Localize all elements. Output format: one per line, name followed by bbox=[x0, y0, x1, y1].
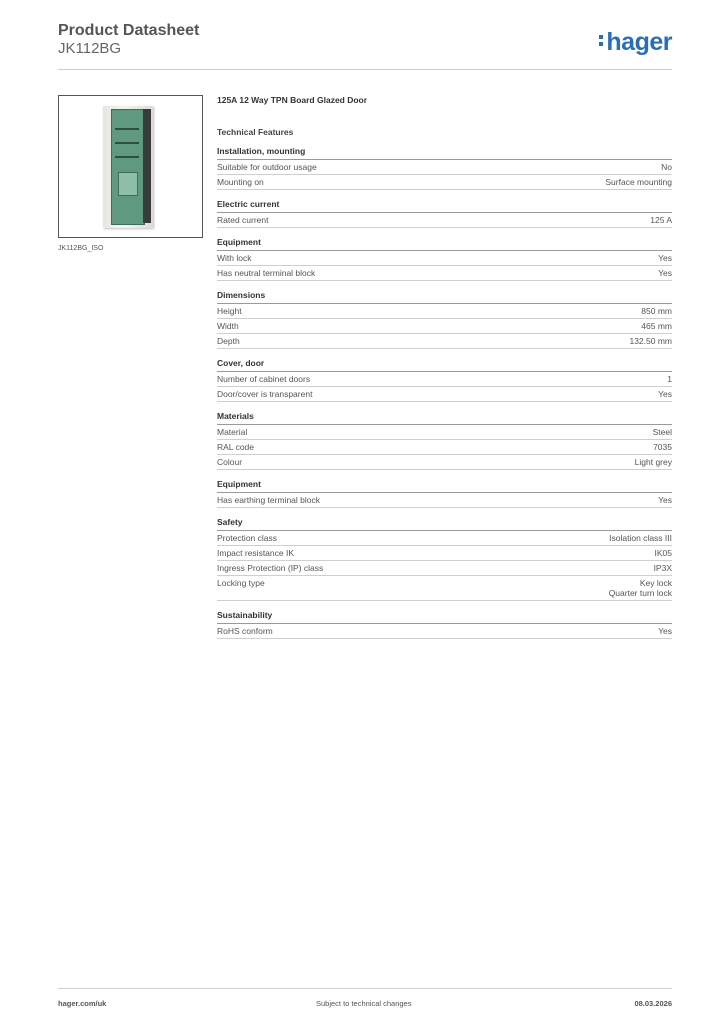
page-footer bbox=[58, 988, 672, 1009]
spec-row bbox=[217, 251, 672, 266]
spec-value-text: Yes bbox=[658, 495, 672, 505]
image-caption: JK112BG_ISO bbox=[58, 245, 104, 252]
spec-label: Protection class bbox=[217, 533, 277, 543]
spec-label: Material bbox=[217, 427, 248, 437]
spec-group bbox=[217, 610, 672, 639]
page-header bbox=[58, 20, 672, 70]
spec-value bbox=[658, 253, 672, 263]
spec-group bbox=[217, 290, 672, 349]
footer-date: 08.03.2026 bbox=[634, 999, 672, 1008]
spec-group-title: Materials bbox=[217, 411, 672, 425]
spec-row bbox=[217, 576, 672, 601]
spec-label: RoHS conform bbox=[217, 626, 273, 636]
spec-value bbox=[658, 626, 672, 636]
spec-label: Has neutral terminal block bbox=[217, 268, 316, 278]
spec-row bbox=[217, 266, 672, 281]
spec-label: Height bbox=[217, 306, 242, 316]
spec-label: Locking type bbox=[217, 578, 265, 588]
spec-row bbox=[217, 440, 672, 455]
spec-group-title: Dimensions bbox=[217, 290, 672, 304]
spec-value-text: 125 A bbox=[650, 215, 672, 225]
spec-row bbox=[217, 624, 672, 639]
spec-label: Colour bbox=[217, 457, 243, 467]
spec-label: Ingress Protection (IP) class bbox=[217, 563, 324, 573]
spec-value-text: Isolation class III bbox=[609, 533, 672, 543]
spec-group-title: Equipment bbox=[217, 479, 672, 493]
spec-group-title: Sustainability bbox=[217, 610, 672, 624]
spec-value bbox=[667, 374, 672, 384]
spec-row bbox=[217, 160, 672, 175]
spec-value-text: Surface mounting bbox=[605, 177, 672, 187]
spec-value-text: Key lock bbox=[639, 578, 672, 588]
document-title: Product Datasheet bbox=[58, 22, 200, 39]
spec-row bbox=[217, 372, 672, 387]
spec-sheet bbox=[217, 95, 672, 639]
footer-note: Subject to technical changes bbox=[316, 999, 412, 1008]
spec-label: Mounting on bbox=[217, 177, 264, 187]
logo-text: hager bbox=[606, 28, 672, 56]
spec-row bbox=[217, 213, 672, 228]
spec-label: Suitable for outdoor usage bbox=[217, 162, 317, 172]
spec-row bbox=[217, 425, 672, 440]
spec-group bbox=[217, 479, 672, 508]
logo-dots-icon bbox=[599, 32, 605, 49]
spec-row bbox=[217, 455, 672, 470]
spec-value-text-2: Quarter turn lock bbox=[608, 588, 672, 598]
spec-value-text: Yes bbox=[658, 389, 672, 399]
spec-value-text: Yes bbox=[658, 253, 672, 263]
spec-row bbox=[217, 546, 672, 561]
hager-logo bbox=[599, 28, 672, 56]
spec-label: Has earthing terminal block bbox=[217, 495, 320, 505]
spec-value-text: IK05 bbox=[654, 548, 672, 558]
product-image bbox=[58, 95, 203, 238]
spec-value-text: Light grey bbox=[634, 457, 672, 467]
spec-label: RAL code bbox=[217, 442, 255, 452]
spec-value-text: 1 bbox=[667, 374, 672, 384]
spec-value bbox=[650, 215, 672, 225]
spec-row bbox=[217, 304, 672, 319]
spec-row bbox=[217, 531, 672, 546]
spec-row bbox=[217, 175, 672, 190]
spec-value-text: 465 mm bbox=[641, 321, 672, 331]
cabinet-illustration bbox=[103, 106, 157, 228]
spec-label: Door/cover is transparent bbox=[217, 389, 313, 399]
spec-value bbox=[658, 495, 672, 505]
spec-value bbox=[641, 321, 672, 331]
spec-group bbox=[217, 146, 672, 190]
spec-label: Impact resistance IK bbox=[217, 548, 295, 558]
spec-value bbox=[658, 268, 672, 278]
spec-group-title: Equipment bbox=[217, 237, 672, 251]
spec-value bbox=[661, 162, 672, 172]
spec-value bbox=[609, 533, 672, 543]
spec-value-text: Yes bbox=[658, 268, 672, 278]
spec-group-title: Installation, mounting bbox=[217, 146, 672, 160]
spec-value-text: Steel bbox=[652, 427, 672, 437]
spec-row bbox=[217, 334, 672, 349]
spec-label: Depth bbox=[217, 336, 240, 346]
spec-label: Number of cabinet doors bbox=[217, 374, 311, 384]
spec-row bbox=[217, 319, 672, 334]
spec-value bbox=[653, 442, 672, 452]
spec-group bbox=[217, 199, 672, 228]
spec-value bbox=[635, 457, 672, 467]
spec-row bbox=[217, 387, 672, 402]
spec-group bbox=[217, 237, 672, 281]
spec-value bbox=[609, 578, 672, 598]
spec-groups bbox=[217, 146, 672, 639]
product-name: 125A 12 Way TPN Board Glazed Door bbox=[217, 95, 368, 105]
spec-value bbox=[605, 177, 672, 187]
spec-value-text: No bbox=[661, 162, 672, 172]
spec-label: Width bbox=[217, 321, 239, 331]
product-sku: JK112BG bbox=[58, 40, 122, 57]
footer-site: hager.com/uk bbox=[58, 999, 107, 1008]
spec-value-text: IP3X bbox=[653, 563, 672, 573]
spec-value bbox=[654, 563, 672, 573]
spec-value-text: 850 mm bbox=[641, 306, 672, 316]
spec-value bbox=[658, 389, 672, 399]
spec-row bbox=[217, 561, 672, 576]
spec-group-title: Electric current bbox=[217, 199, 672, 213]
spec-value-text: 132.50 mm bbox=[629, 336, 672, 346]
spec-value bbox=[655, 548, 673, 558]
spec-value bbox=[641, 306, 672, 316]
spec-label: With lock bbox=[217, 253, 252, 263]
technical-features-heading: Technical Features bbox=[217, 127, 294, 137]
spec-row bbox=[217, 493, 672, 508]
spec-value bbox=[629, 336, 672, 346]
spec-group bbox=[217, 411, 672, 470]
spec-label: Rated current bbox=[217, 215, 269, 225]
spec-value-text: 7035 bbox=[653, 442, 672, 452]
spec-value-text: Yes bbox=[658, 626, 672, 636]
spec-group-title: Safety bbox=[217, 517, 672, 531]
spec-value bbox=[653, 427, 672, 437]
spec-group bbox=[217, 517, 672, 601]
spec-group bbox=[217, 358, 672, 402]
spec-group-title: Cover, door bbox=[217, 358, 672, 372]
